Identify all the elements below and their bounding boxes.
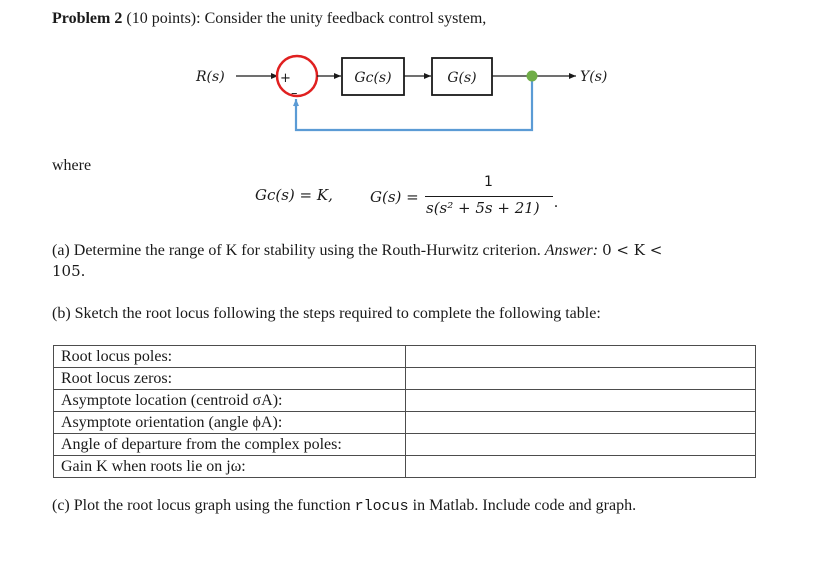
table-row: [54, 412, 756, 434]
part-a-text: (a) Determine the range of K for stability using the Routh-Hurwitz criterion.: [52, 242, 541, 259]
part-b-question: (b) Sketch the root locus following the steps required to complete the following table:: [52, 305, 601, 322]
feedback-path: [296, 76, 532, 130]
part-c-question: [52, 497, 636, 515]
g-denominator: s(s² + 5s + 21): [426, 199, 540, 217]
problem-points: (10 points): Consider the unity feedback control system,: [126, 10, 487, 27]
summing-minus: –: [291, 86, 298, 101]
g-equation-lhs: G(s) =: [370, 188, 419, 206]
table-row: [54, 346, 756, 368]
problem-title: [52, 10, 486, 28]
row-label: Gain K when roots lie on jω:: [54, 456, 406, 478]
row-answer-cell[interactable]: [406, 390, 756, 412]
row-answer-cell[interactable]: [406, 368, 756, 390]
g-numerator: 1: [484, 174, 493, 190]
part-c-suffix: in Matlab. Include code and graph.: [412, 497, 637, 514]
summing-plus: +: [280, 71, 291, 86]
row-label: Root locus poles:: [54, 346, 406, 368]
part-a-question: [52, 241, 662, 260]
row-answer-cell[interactable]: [406, 346, 756, 368]
part-c-code: rlocus: [354, 498, 409, 515]
table-row: [54, 434, 756, 456]
takeoff-point: [527, 71, 538, 82]
where-label: where: [52, 157, 92, 174]
row-label: Asymptote location (centroid σA):: [54, 390, 406, 412]
root-locus-table: [53, 345, 756, 478]
row-label: Angle of departure from the complex poles:: [54, 434, 406, 456]
table-row: [54, 390, 756, 412]
row-label: Asymptote orientation (angle ϕA):: [54, 412, 406, 434]
output-label: Y(s): [580, 69, 608, 85]
part-a-answer-inequality: 0 < K <: [602, 241, 663, 259]
table-row: [54, 456, 756, 478]
row-label: Root locus zeros:: [54, 368, 406, 390]
part-c-prefix: (c) Plot the root locus graph using the function: [52, 497, 351, 514]
table-row: [54, 368, 756, 390]
row-answer-cell[interactable]: [406, 434, 756, 456]
part-a-answer-label: Answer:: [544, 242, 599, 259]
plant-label: G(s): [447, 70, 477, 86]
g-period: .: [554, 194, 558, 211]
controller-label: Gc(s): [354, 70, 392, 86]
row-answer-cell[interactable]: [406, 412, 756, 434]
input-label: R(s): [196, 69, 225, 85]
row-answer-cell[interactable]: [406, 456, 756, 478]
gc-equation: Gc(s) = K,: [255, 186, 333, 204]
problem-number: Problem 2: [52, 10, 123, 27]
part-a-answer-value: 105.: [52, 262, 86, 280]
fraction-bar: [425, 196, 553, 197]
block-diagram: [0, 45, 827, 185]
